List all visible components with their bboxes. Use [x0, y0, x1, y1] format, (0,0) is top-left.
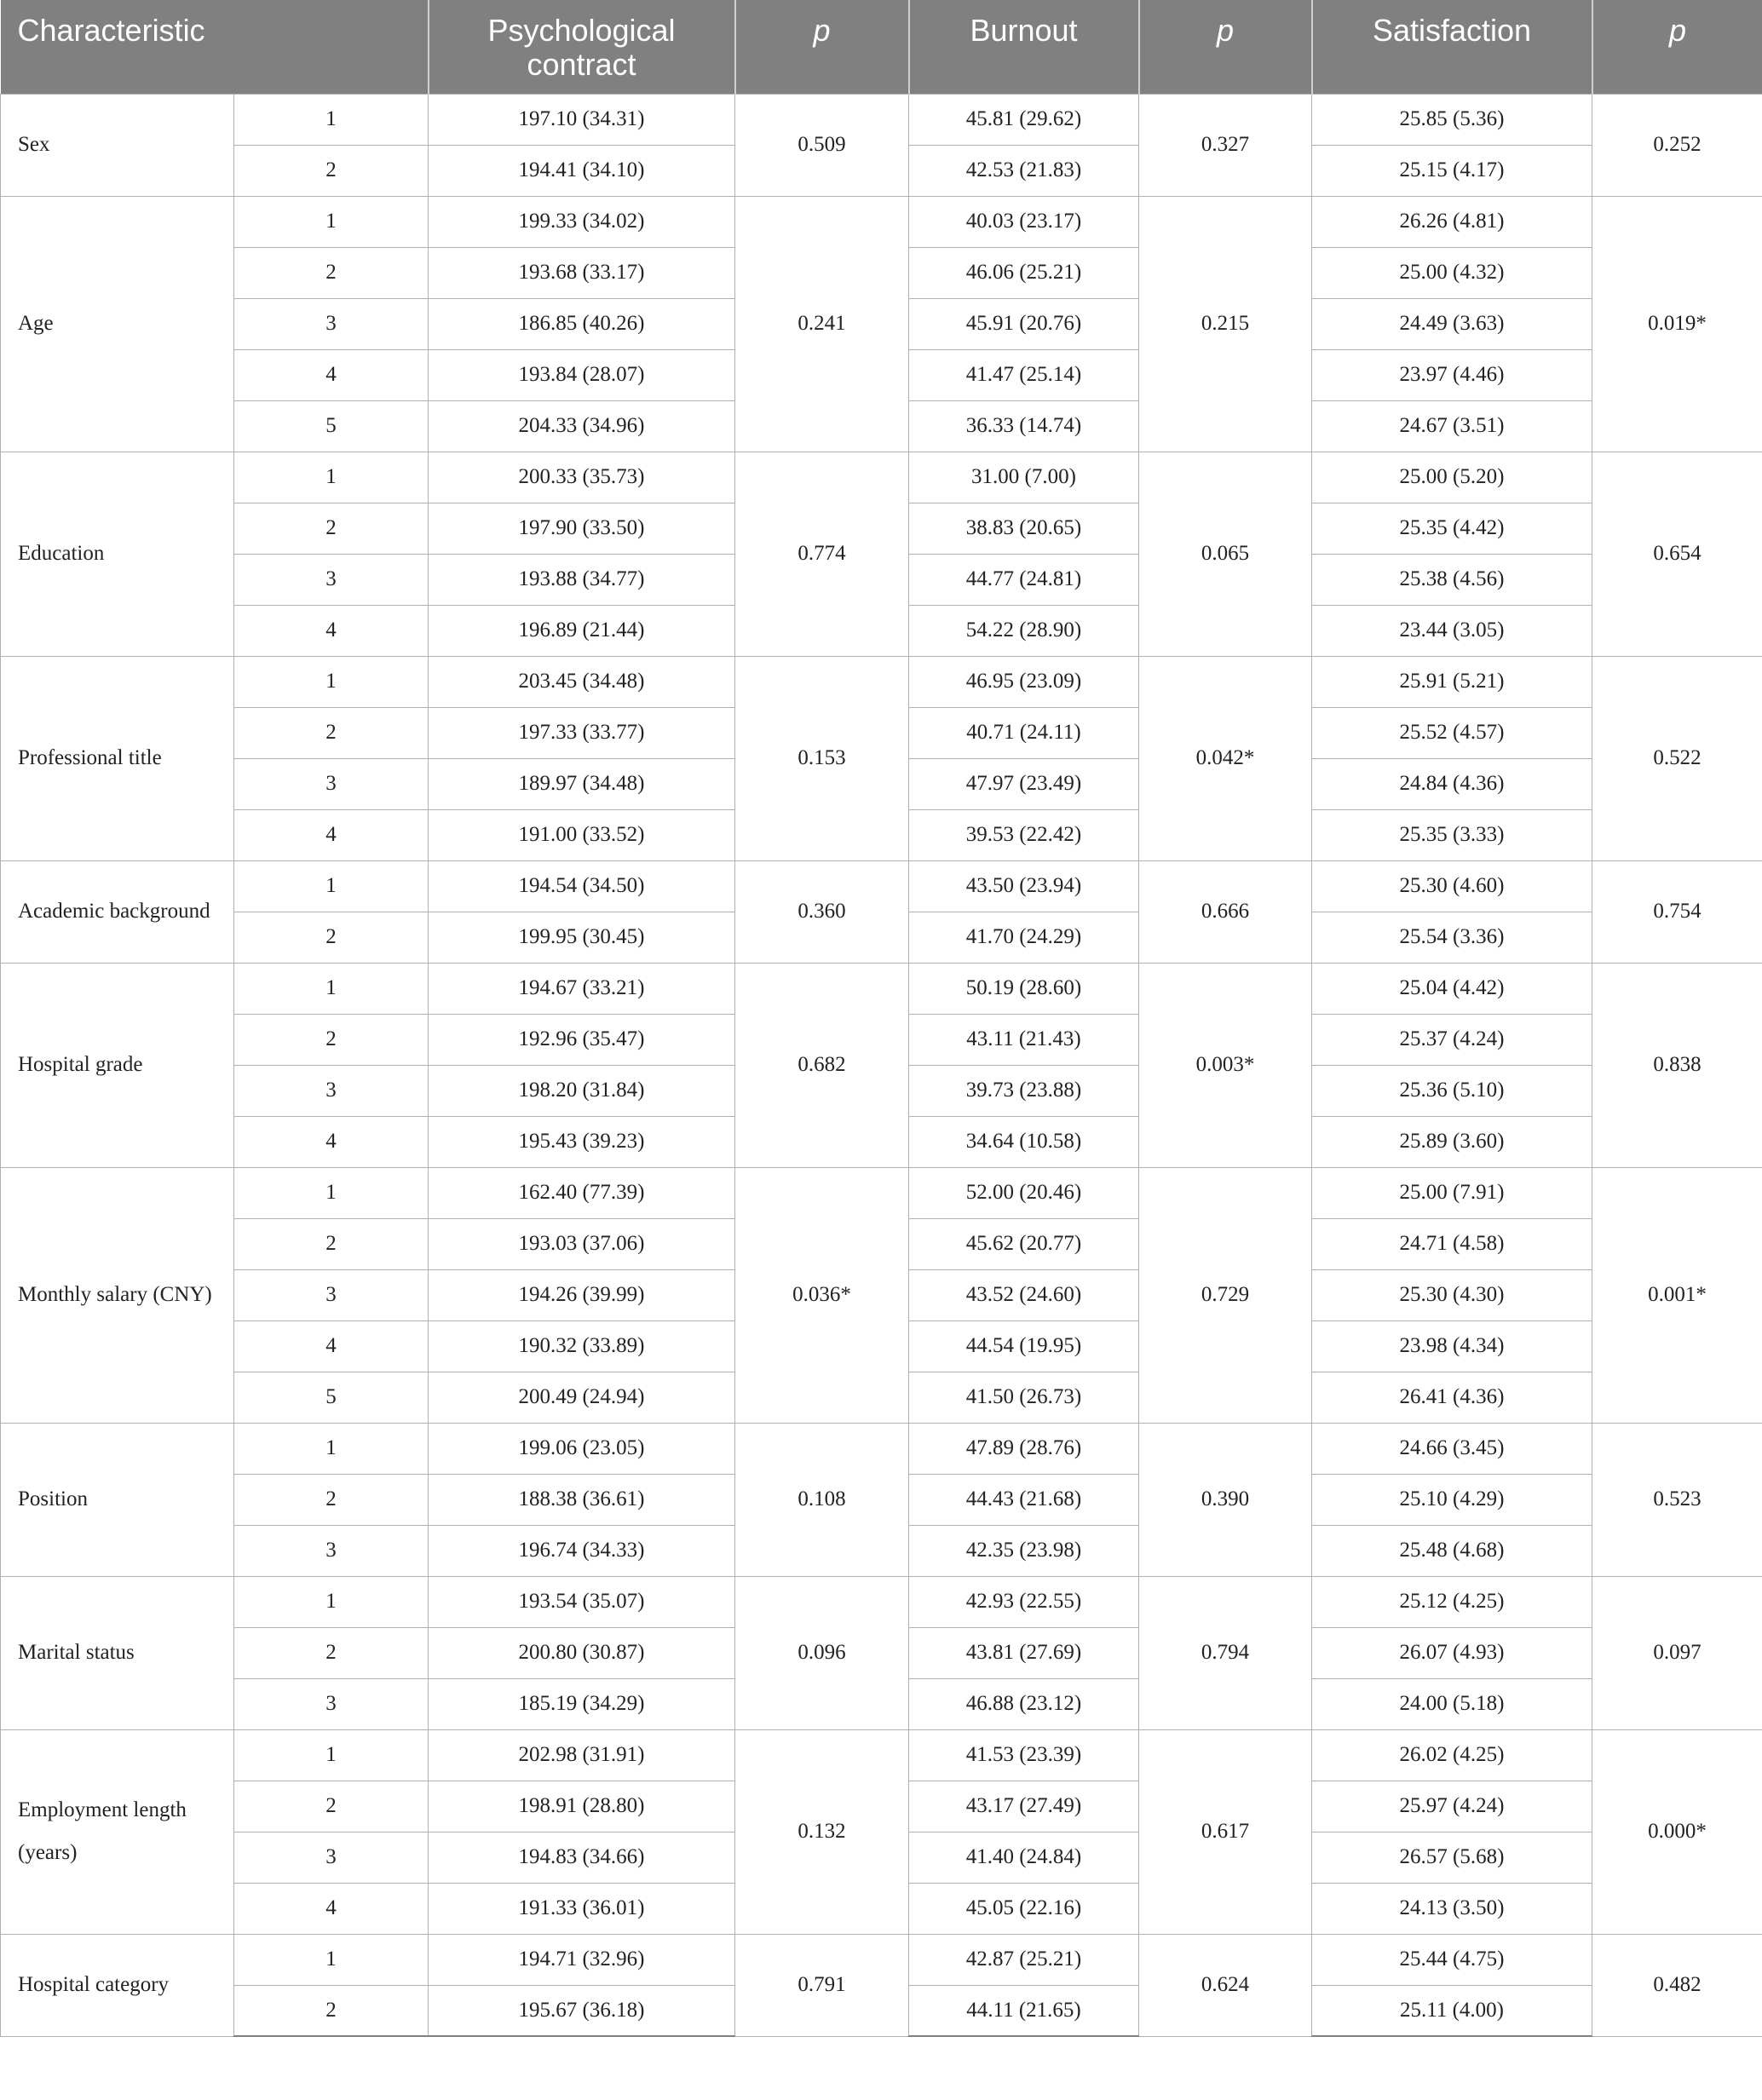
psychological-contract-cell: 194.41 (34.10) — [429, 145, 735, 196]
satisfaction-cell: 25.35 (4.42) — [1312, 503, 1592, 554]
table-row — [1, 1576, 1762, 1627]
characteristic-cell: Sex — [1, 94, 234, 196]
satisfaction-cell: 24.49 (3.63) — [1312, 298, 1592, 349]
psychological-contract-cell: 200.49 (24.94) — [429, 1372, 735, 1423]
psychological-contract-cell: 203.45 (34.48) — [429, 656, 735, 707]
satisfaction-cell: 25.11 (4.00) — [1312, 1985, 1592, 2036]
characteristic-cell: Monthly salary (CNY) — [1, 1167, 234, 1423]
burnout-cell: 42.93 (22.55) — [909, 1576, 1139, 1627]
psychological-contract-cell: 197.10 (34.31) — [429, 94, 735, 145]
p-satisfaction-cell: 0.019* — [1592, 196, 1762, 452]
burnout-cell: 39.73 (23.88) — [909, 1065, 1139, 1116]
table-row — [1, 94, 1762, 145]
p-satisfaction-cell: 0.523 — [1592, 1423, 1762, 1576]
p-burnout-cell: 0.666 — [1139, 860, 1312, 963]
satisfaction-cell: 26.26 (4.81) — [1312, 196, 1592, 247]
level-cell: 3 — [234, 554, 429, 605]
p-satisfaction-cell: 0.001* — [1592, 1167, 1762, 1423]
satisfaction-cell: 26.41 (4.36) — [1312, 1372, 1592, 1423]
burnout-cell: 52.00 (20.46) — [909, 1167, 1139, 1218]
satisfaction-cell: 26.07 (4.93) — [1312, 1627, 1592, 1678]
burnout-cell: 43.81 (27.69) — [909, 1627, 1139, 1678]
satisfaction-cell: 25.00 (5.20) — [1312, 452, 1592, 503]
psychological-contract-cell: 194.26 (39.99) — [429, 1269, 735, 1320]
satisfaction-cell: 25.30 (4.60) — [1312, 860, 1592, 912]
psychological-contract-cell: 204.33 (34.96) — [429, 400, 735, 452]
psychological-contract-cell: 193.03 (37.06) — [429, 1218, 735, 1269]
burnout-cell: 40.71 (24.11) — [909, 707, 1139, 758]
psychological-contract-cell: 199.33 (34.02) — [429, 196, 735, 247]
level-cell: 2 — [234, 707, 429, 758]
characteristic-cell: Marital status — [1, 1576, 234, 1729]
burnout-cell: 31.00 (7.00) — [909, 452, 1139, 503]
satisfaction-cell: 25.91 (5.21) — [1312, 656, 1592, 707]
burnout-cell: 42.35 (23.98) — [909, 1525, 1139, 1576]
level-cell: 3 — [234, 1678, 429, 1729]
psychological-contract-cell: 189.97 (34.48) — [429, 758, 735, 809]
psychological-contract-cell: 192.96 (35.47) — [429, 1014, 735, 1065]
level-cell: 1 — [234, 963, 429, 1014]
level-cell: 2 — [234, 1985, 429, 2036]
burnout-cell: 41.47 (25.14) — [909, 349, 1139, 400]
burnout-cell: 41.70 (24.29) — [909, 912, 1139, 963]
burnout-cell: 41.50 (26.73) — [909, 1372, 1139, 1423]
burnout-cell: 38.83 (20.65) — [909, 503, 1139, 554]
burnout-cell: 41.53 (23.39) — [909, 1729, 1139, 1781]
satisfaction-cell: 25.15 (4.17) — [1312, 145, 1592, 196]
p-burnout-cell: 0.390 — [1139, 1423, 1312, 1576]
satisfaction-cell: 25.52 (4.57) — [1312, 707, 1592, 758]
level-cell: 2 — [234, 1218, 429, 1269]
table-row — [1, 1934, 1762, 1985]
satisfaction-cell: 25.89 (3.60) — [1312, 1116, 1592, 1167]
p-psychological-contract-cell: 0.682 — [735, 963, 909, 1167]
burnout-cell: 42.87 (25.21) — [909, 1934, 1139, 1985]
burnout-cell: 47.97 (23.49) — [909, 758, 1139, 809]
p-satisfaction-cell: 0.252 — [1592, 94, 1762, 196]
psychological-contract-cell: 197.90 (33.50) — [429, 503, 735, 554]
burnout-cell: 44.77 (24.81) — [909, 554, 1139, 605]
burnout-cell: 41.40 (24.84) — [909, 1832, 1139, 1883]
level-cell: 3 — [234, 1525, 429, 1576]
p-burnout-cell: 0.794 — [1139, 1576, 1312, 1729]
psychological-contract-cell: 193.84 (28.07) — [429, 349, 735, 400]
p-satisfaction-cell: 0.522 — [1592, 656, 1762, 860]
psychological-contract-cell: 195.67 (36.18) — [429, 1985, 735, 2036]
psychological-contract-cell: 197.33 (33.77) — [429, 707, 735, 758]
satisfaction-cell: 25.35 (3.33) — [1312, 809, 1592, 860]
level-cell: 1 — [234, 1167, 429, 1218]
header-psychological-contract: Psychological contract — [429, 0, 735, 94]
psychological-contract-cell: 188.38 (36.61) — [429, 1474, 735, 1525]
level-cell: 4 — [234, 1320, 429, 1372]
satisfaction-cell: 24.66 (3.45) — [1312, 1423, 1592, 1474]
satisfaction-cell: 23.44 (3.05) — [1312, 605, 1592, 656]
characteristic-cell: Hospital grade — [1, 963, 234, 1167]
burnout-cell: 45.62 (20.77) — [909, 1218, 1139, 1269]
level-cell: 5 — [234, 1372, 429, 1423]
p-burnout-cell: 0.617 — [1139, 1729, 1312, 1934]
burnout-cell: 42.53 (21.83) — [909, 145, 1139, 196]
psychological-contract-cell: 199.95 (30.45) — [429, 912, 735, 963]
burnout-cell: 44.43 (21.68) — [909, 1474, 1139, 1525]
p-psychological-contract-cell: 0.096 — [735, 1576, 909, 1729]
level-cell: 4 — [234, 1116, 429, 1167]
level-cell: 1 — [234, 656, 429, 707]
satisfaction-cell: 25.00 (7.91) — [1312, 1167, 1592, 1218]
psychological-contract-cell: 202.98 (31.91) — [429, 1729, 735, 1781]
table-row — [1, 1167, 1762, 1218]
level-cell: 1 — [234, 196, 429, 247]
p-satisfaction-cell: 0.654 — [1592, 452, 1762, 656]
p-psychological-contract-cell: 0.036* — [735, 1167, 909, 1423]
p-satisfaction-cell: 0.000* — [1592, 1729, 1762, 1934]
level-cell: 3 — [234, 298, 429, 349]
psychological-contract-cell: 194.71 (32.96) — [429, 1934, 735, 1985]
header-p-burnout: p — [1139, 0, 1312, 94]
level-cell: 1 — [234, 452, 429, 503]
psychological-contract-cell: 193.68 (33.17) — [429, 247, 735, 298]
psychological-contract-cell: 198.20 (31.84) — [429, 1065, 735, 1116]
p-satisfaction-cell: 0.482 — [1592, 1934, 1762, 2036]
satisfaction-cell: 23.98 (4.34) — [1312, 1320, 1592, 1372]
burnout-cell: 43.50 (23.94) — [909, 860, 1139, 912]
level-cell: 2 — [234, 912, 429, 963]
psychological-contract-cell: 196.89 (21.44) — [429, 605, 735, 656]
characteristic-cell: Education — [1, 452, 234, 656]
table-row — [1, 196, 1762, 247]
level-cell: 1 — [234, 1729, 429, 1781]
satisfaction-cell: 25.12 (4.25) — [1312, 1576, 1592, 1627]
table-row — [1, 1729, 1762, 1781]
p-psychological-contract-cell: 0.132 — [735, 1729, 909, 1934]
table-row — [1, 1423, 1762, 1474]
burnout-cell: 44.11 (21.65) — [909, 1985, 1139, 2036]
table-row — [1, 963, 1762, 1014]
header-satisfaction: Satisfaction — [1312, 0, 1592, 94]
p-satisfaction-cell: 0.838 — [1592, 963, 1762, 1167]
burnout-cell: 45.81 (29.62) — [909, 94, 1139, 145]
psychological-contract-cell: 194.54 (34.50) — [429, 860, 735, 912]
satisfaction-cell: 25.48 (4.68) — [1312, 1525, 1592, 1576]
level-cell: 2 — [234, 247, 429, 298]
burnout-cell: 46.06 (25.21) — [909, 247, 1139, 298]
burnout-cell: 50.19 (28.60) — [909, 963, 1139, 1014]
header-characteristic: Characteristic — [1, 0, 429, 94]
burnout-cell: 45.91 (20.76) — [909, 298, 1139, 349]
level-cell: 2 — [234, 1014, 429, 1065]
satisfaction-cell: 24.67 (3.51) — [1312, 400, 1592, 452]
characteristic-cell: Position — [1, 1423, 234, 1576]
burnout-cell: 54.22 (28.90) — [909, 605, 1139, 656]
burnout-cell: 47.89 (28.76) — [909, 1423, 1139, 1474]
table-row — [1, 452, 1762, 503]
burnout-cell: 43.52 (24.60) — [909, 1269, 1139, 1320]
level-cell: 2 — [234, 503, 429, 554]
table-header — [1, 0, 1762, 94]
satisfaction-cell: 25.97 (4.24) — [1312, 1781, 1592, 1832]
level-cell: 1 — [234, 1576, 429, 1627]
characteristic-cell: Academic background — [1, 860, 234, 963]
burnout-cell: 44.54 (19.95) — [909, 1320, 1139, 1372]
psychological-contract-cell: 194.67 (33.21) — [429, 963, 735, 1014]
p-psychological-contract-cell: 0.791 — [735, 1934, 909, 2036]
characteristic-cell: Hospital category — [1, 1934, 234, 2036]
burnout-cell: 43.11 (21.43) — [909, 1014, 1139, 1065]
psychological-contract-cell: 162.40 (77.39) — [429, 1167, 735, 1218]
level-cell: 2 — [234, 1627, 429, 1678]
p-burnout-cell: 0.042* — [1139, 656, 1312, 860]
table-row — [1, 860, 1762, 912]
p-psychological-contract-cell: 0.774 — [735, 452, 909, 656]
level-cell: 3 — [234, 1065, 429, 1116]
characteristic-cell: Age — [1, 196, 234, 452]
level-cell: 4 — [234, 1883, 429, 1934]
header-p-psychological-contract: p — [735, 0, 909, 94]
burnout-cell: 34.64 (10.58) — [909, 1116, 1139, 1167]
satisfaction-cell: 25.37 (4.24) — [1312, 1014, 1592, 1065]
psychological-contract-cell: 193.54 (35.07) — [429, 1576, 735, 1627]
psychological-contract-cell: 196.74 (34.33) — [429, 1525, 735, 1576]
level-cell: 3 — [234, 1832, 429, 1883]
psychological-contract-cell: 194.83 (34.66) — [429, 1832, 735, 1883]
psychological-contract-cell: 193.88 (34.77) — [429, 554, 735, 605]
p-psychological-contract-cell: 0.153 — [735, 656, 909, 860]
satisfaction-cell: 25.44 (4.75) — [1312, 1934, 1592, 1985]
p-psychological-contract-cell: 0.360 — [735, 860, 909, 963]
p-psychological-contract-cell: 0.509 — [735, 94, 909, 196]
burnout-cell: 46.88 (23.12) — [909, 1678, 1139, 1729]
level-cell: 4 — [234, 809, 429, 860]
characteristic-cell: Employment length (years) — [1, 1729, 234, 1934]
p-burnout-cell: 0.003* — [1139, 963, 1312, 1167]
p-psychological-contract-cell: 0.241 — [735, 196, 909, 452]
level-cell: 1 — [234, 94, 429, 145]
psychological-contract-cell: 185.19 (34.29) — [429, 1678, 735, 1729]
satisfaction-cell: 25.30 (4.30) — [1312, 1269, 1592, 1320]
table-row — [1, 656, 1762, 707]
satisfaction-cell: 26.02 (4.25) — [1312, 1729, 1592, 1781]
satisfaction-cell: 24.84 (4.36) — [1312, 758, 1592, 809]
p-satisfaction-cell: 0.097 — [1592, 1576, 1762, 1729]
level-cell: 2 — [234, 145, 429, 196]
satisfaction-cell: 24.00 (5.18) — [1312, 1678, 1592, 1729]
psychological-contract-cell: 195.43 (39.23) — [429, 1116, 735, 1167]
burnout-cell: 43.17 (27.49) — [909, 1781, 1139, 1832]
psychological-contract-cell: 198.91 (28.80) — [429, 1781, 735, 1832]
p-burnout-cell: 0.327 — [1139, 94, 1312, 196]
satisfaction-cell: 25.54 (3.36) — [1312, 912, 1592, 963]
psychological-contract-cell: 200.33 (35.73) — [429, 452, 735, 503]
satisfaction-cell: 25.36 (5.10) — [1312, 1065, 1592, 1116]
burnout-cell: 39.53 (22.42) — [909, 809, 1139, 860]
satisfaction-cell: 25.04 (4.42) — [1312, 963, 1592, 1014]
header-p-satisfaction: p — [1592, 0, 1762, 94]
burnout-cell: 46.95 (23.09) — [909, 656, 1139, 707]
characteristic-cell: Professional title — [1, 656, 234, 860]
table-body — [1, 94, 1762, 2036]
level-cell: 1 — [234, 1423, 429, 1474]
satisfaction-cell: 24.13 (3.50) — [1312, 1883, 1592, 1934]
satisfaction-cell: 25.38 (4.56) — [1312, 554, 1592, 605]
burnout-cell: 45.05 (22.16) — [909, 1883, 1139, 1934]
psychological-contract-cell: 190.32 (33.89) — [429, 1320, 735, 1372]
psychological-contract-cell: 191.00 (33.52) — [429, 809, 735, 860]
p-burnout-cell: 0.065 — [1139, 452, 1312, 656]
level-cell: 2 — [234, 1781, 429, 1832]
level-cell: 1 — [234, 860, 429, 912]
burnout-cell: 40.03 (23.17) — [909, 196, 1139, 247]
header-burnout: Burnout — [909, 0, 1139, 94]
level-cell: 3 — [234, 758, 429, 809]
satisfaction-cell: 24.71 (4.58) — [1312, 1218, 1592, 1269]
psychological-contract-cell: 186.85 (40.26) — [429, 298, 735, 349]
level-cell: 5 — [234, 400, 429, 452]
level-cell: 4 — [234, 349, 429, 400]
satisfaction-cell: 26.57 (5.68) — [1312, 1832, 1592, 1883]
p-burnout-cell: 0.624 — [1139, 1934, 1312, 2036]
level-cell: 1 — [234, 1934, 429, 1985]
p-satisfaction-cell: 0.754 — [1592, 860, 1762, 963]
psychological-contract-cell: 200.80 (30.87) — [429, 1627, 735, 1678]
burnout-cell: 36.33 (14.74) — [909, 400, 1139, 452]
p-psychological-contract-cell: 0.108 — [735, 1423, 909, 1576]
psychological-contract-cell: 199.06 (23.05) — [429, 1423, 735, 1474]
psychological-contract-cell: 191.33 (36.01) — [429, 1883, 735, 1934]
satisfaction-cell: 25.10 (4.29) — [1312, 1474, 1592, 1525]
level-cell: 2 — [234, 1474, 429, 1525]
level-cell: 3 — [234, 1269, 429, 1320]
p-burnout-cell: 0.215 — [1139, 196, 1312, 452]
p-burnout-cell: 0.729 — [1139, 1167, 1312, 1423]
satisfaction-cell: 25.85 (5.36) — [1312, 94, 1592, 145]
satisfaction-cell: 23.97 (4.46) — [1312, 349, 1592, 400]
satisfaction-cell: 25.00 (4.32) — [1312, 247, 1592, 298]
level-cell: 4 — [234, 605, 429, 656]
